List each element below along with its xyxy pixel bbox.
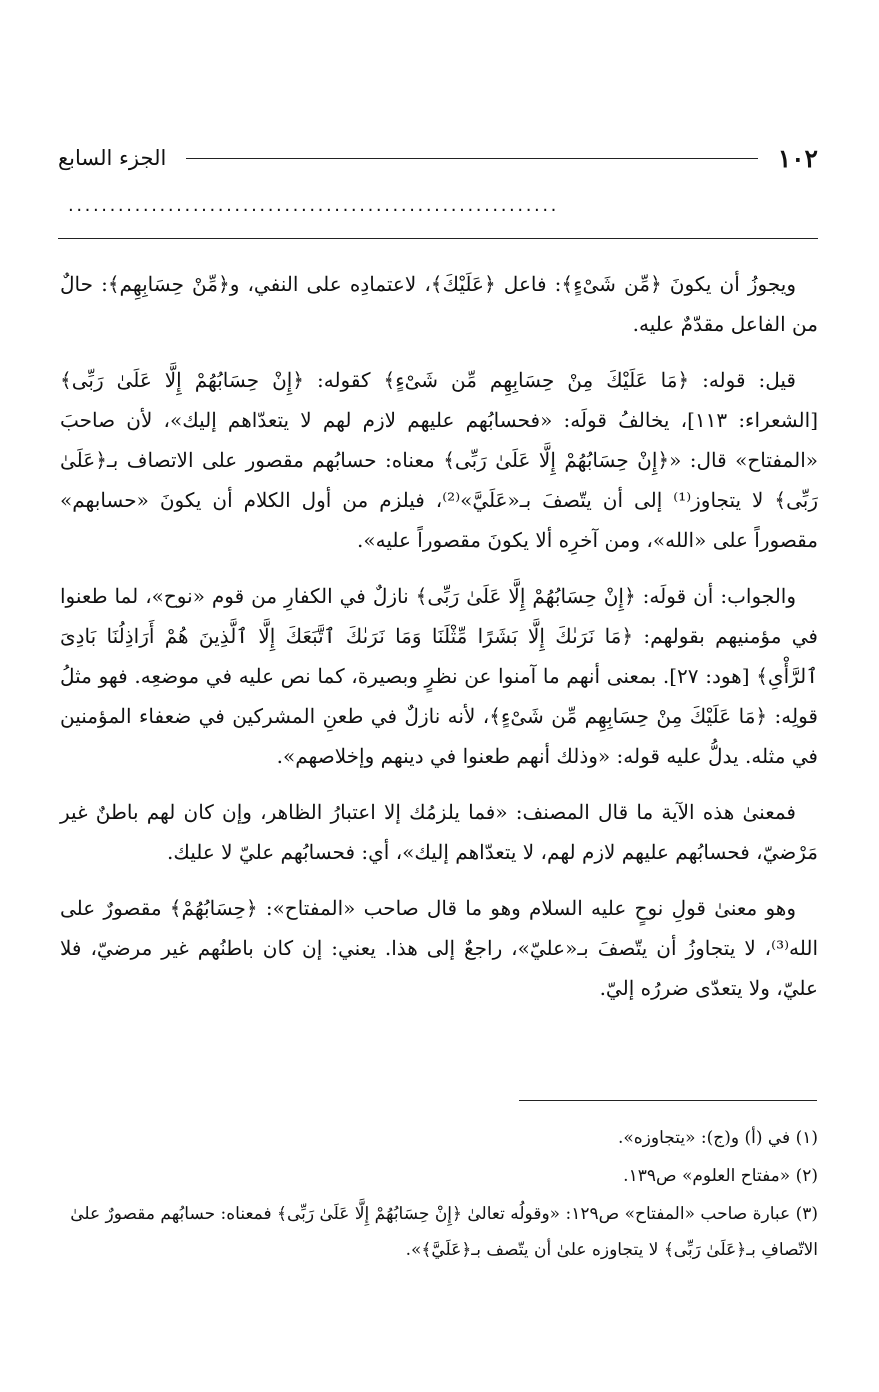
paragraph: والجواب: أن قولَه: ﴿إِنْ حِسَابُهُمْ إِلَّا عَلَىٰ رَبِّى﴾ نازلٌ في الكفارِ من قوم «نوح»، لما طعنوا في مؤمنيهم بقولهم: ﴿مَا نَرَىٰكَ إِلَّا بَشَرًا مِّثْلَنَا وَمَا نَرَىٰكَ ٱتَّبَعَكَ إِلَّا ٱلَّذِينَ هُمْ أَرَاذِلُنَا بَادِىَ ٱلرَّأْىِ﴾ [هود: ٢٧]. بمعنى أنهم ما آمنوا عن نظرٍ وبصيرة، كما نص عليه في موضعِه. فهو مثلُ قولِه: ﴿مَا عَلَيْكَ مِنْ حِسَابِهِم مِّن شَىْءٍ﴾، لأنه نازلٌ في طعنِ المشركين في ضعفاء المؤمنين في مثله. يدلُّ عليه قوله: «وذلك أنهم طعنوا في دينهم وإخلاصهم». (60, 584, 818, 768)
footnote-rule (519, 1100, 817, 1101)
footnote: (٢) «مفتاح العلوم» ص١٣٩. (623, 1166, 818, 1186)
paragraph: ويجوزُ أن يكونَ ﴿مِّن شَىْءٍ﴾: فاعل ﴿عَلَيْكَ﴾، لاعتمادِه على النفي، و﴿مِّنْ حِسَابِهِم﴾: حالٌ من الفاعل مقدّمٌ عليه. (60, 272, 818, 336)
running-title: الجزء السابع (58, 146, 167, 170)
footnotes (60, 1120, 818, 1270)
paragraph: قيل: قوله: ﴿مَا عَلَيْكَ مِنْ حِسَابِهِم مِّن شَىْءٍ﴾ كقوله: ﴿إِنْ حِسَابُهُمْ إِلَّا عَلَىٰ رَبِّى﴾ [الشعراء: ١١٣]، يخالفُ قولَه: «فحسابُهم عليهم لازم لهم لا يتعدّاهم إليك»، لأن صاحبَ «المفتاح» قال: «﴿إِنْ حِسَابُهُمْ إِلَّا عَلَىٰ رَبِّى﴾ معناه: حسابُهم مقصور على الاتصاف بـ﴿عَلَىٰ رَبِّى﴾ لا يتجاوز⁽¹⁾ إلى أن يتّصفَ بـ«عَلَيَّ»⁽²⁾، فيلزم من أول الكلام أن يكونَ «حسابهم» مقصوراً على «الله»، ومن آخرِه ألا يكونَ مقصوراً عليه». (60, 368, 818, 552)
header-rule (186, 158, 757, 159)
top-rule (58, 238, 818, 239)
page-header (58, 138, 818, 178)
footnote: (٣) عبارة صاحب «المفتاح» ص١٢٩: «وقولُه تعالىٰ ﴿إِنْ حِسَابُهُمْ إِلَّا عَلَىٰ رَبِّى﴾ فمعناه: حسابُهم مقصورٌ علىٰ الاتّصافِ بـ﴿عَلَىٰ رَبِّى﴾ لا يتجاوزه علىٰ أن يتّصف بـ﴿عَلَيَّ﴾». (70, 1204, 818, 1260)
main-text (60, 264, 818, 1024)
footnote: (١) في (أ) و(ج): «يتجاوزه». (617, 1128, 818, 1148)
paragraph: فمعنىٰ هذه الآية ما قال المصنف: «فما يلزمُك إلا اعتبارُ الظاهر، وإن كان لهم باطنٌ غير مَرْضيّ، فحسابُهم عليهم لازم لهم، لا يتعدّاهم إليك»، أي: فحسابُهم عليّ لا عليك. (60, 800, 818, 864)
paragraph: وهو معنىٰ قولِ نوحٍ عليه السلام وهو ما قال صاحب «المفتاح»: ﴿حِسَابُهُمْ﴾ مقصورٌ على الله⁽³⁾، لا يتجاوزُ أن يتّصفَ بـ«عليّ»، راجعٌ إلى هذا. يعني: إن كان باطنُهم غير مرضيّ، فلا عليّ، ولا يتعدّى ضررُه إليّ. (60, 896, 818, 1000)
page-number: ١٠٢ (777, 143, 818, 173)
dotted-separator: ........................................................... (68, 196, 559, 216)
